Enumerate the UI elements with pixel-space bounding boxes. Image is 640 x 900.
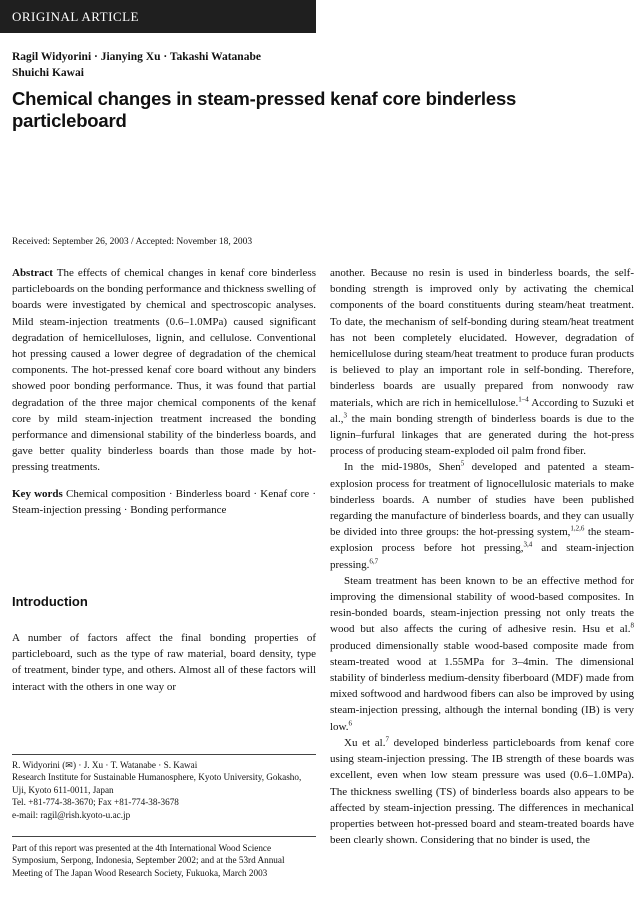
left-column bbox=[12, 265, 316, 518]
affiliation-institute: Research Institute for Sustainable Humanosphere, Kyoto University, Gokasho, Uji, Kyoto 611-0011, Japan bbox=[12, 772, 302, 795]
body-paragraph-2: In the mid-1980s, Shen$^5$ developed and patented a steam-explosion process for treatment of lignocellulosic materials to make binderless boards. A number of studies have been published regarding the manufacture of binderless boards, and they can usually be divided into three groups: the hot-pressing system,$^{1,2,6}$ the steam-explosion process before hot pressing,$^{3,4}$ and steam-injection pressing.$^{6,7}$ bbox=[330, 459, 634, 571]
article-type-banner bbox=[0, 0, 316, 33]
author-affiliation bbox=[12, 759, 316, 821]
abstract bbox=[12, 265, 316, 476]
abstract-text: The effects of chemical changes in kenaf core binderless particleboards on the bonding performance and thickness swelling of boards were investigated by chemical and spectroscopic analyses. Mild steam-injection treatments (0.6–1.0MPa) caused significant degradation of hemicelluloses, lignin, and cellulose. Conventional hot pressing caused a lower degree of degradation of the chemical components. The hot-pressed kenaf core board without any binders showed poor bonding performance. Thus, it was found that partial degradation of the three major chemical components of the kenaf core by mild steam-injection treatment increased the bonding performance and dimensional stability of the binderless boards, and gave better quality binderless boards than those made by hot-pressing treatments. bbox=[12, 267, 316, 474]
affiliation-divider bbox=[12, 754, 316, 755]
received-dates: Received: September 26, 2003 / Accepted: November 18, 2003 bbox=[12, 237, 253, 247]
article-type-label: ORIGINAL ARTICLE bbox=[12, 8, 139, 24]
introduction-text: A number of factors affect the final bonding properties of particleboard, such as the type of raw material, board density, type of treatment, binder type, and others. Almost all of these factors will interact with the others in one way or bbox=[12, 632, 316, 693]
body-paragraph-1: another. Because no resin is used in binderless boards, the self-bonding strength is improved only by activating the chemical components of the board constituents during steam/heat treatment. To date, the mechanism of self-bonding during steam/heat treatment has not been completely elucidated. However, degradation of hemicellulose during steam/heat treatment to produce furan products is believed to play an important role in self-bonding. Therefore, binderless boards are usually prepared from nonwoody raw materials, which are rich in hemicellulose.$^{1-4}$ According to Suzuki et al.,$^3$ the main bonding strength of binderless boards is due to the lignin–furfural linkages that are generated during the hot-press process of producing steam-exploded oil palm frond fiber. bbox=[330, 267, 635, 458]
keywords-text: Chemical composition · Binderless board · Kenaf core · Steam-injection pressing · Bonding performance bbox=[12, 487, 317, 516]
right-column bbox=[330, 265, 634, 848]
article-title: Chemical changes in steam-pressed kenaf core binderless particleboard bbox=[12, 88, 517, 131]
introduction-heading: Introduction bbox=[12, 594, 88, 609]
keywords-label: Key words bbox=[12, 487, 63, 500]
footnote-divider bbox=[12, 836, 316, 837]
author-list bbox=[12, 49, 612, 81]
body-paragraph-4: Xu et al.$^7$ developed binderless particleboards from kenaf core using steam-injection pressing. The IB strength of these boards was excellent, even when low steam pressure was used (0.6–1.0MPa). The thickness swelling (TS) of binderless boards also appears to be affected by steam-injection pressing. The differences in mechanical properties between hot-pressed board and steam-treated boards have been clearly shown. Considering that no binder is used, the bbox=[330, 735, 634, 847]
affiliation-names: R. Widyorini (✉) · J. Xu · T. Watanabe · S. Kawai bbox=[12, 760, 198, 770]
abstract-label: Abstract bbox=[12, 267, 53, 279]
keywords bbox=[12, 486, 316, 518]
affiliation-email: e-mail: ragil@rish.kyoto-u.ac.jp bbox=[12, 809, 131, 820]
footnote-text: Part of this report was presented at the 4th International Wood Science Symposium, Serpong, Indonesia, September 2002; and at the 53rd Annual Meeting of The Japan Wood Research Society, Fukuoka, March 2003 bbox=[12, 843, 285, 878]
affiliation-phone: Tel. +81-774-38-3670; Fax +81-774-38-3678 bbox=[12, 797, 179, 808]
body-paragraph-3: Steam treatment has been known to be an effective method for improving the dimensional stability of wood-based composites. In resin-bonded boards, steam-injection pressing not only treats the wood but also affects the curing of adhesive resin. Hsu et al.$^8$ produced dimensionally stable wood-based composite made from steam-treated wood at 1.55MPa for 3–4min. The dimensional stability of binderless medium-density fiberboard (MDF) made from mixed softwood and hardwood fibers can also be improved by using steam-injection pressing, although the internal bonding (IB) is very low.$^6$ bbox=[330, 574, 634, 733]
presentation-footnote bbox=[12, 842, 316, 879]
author-line-1: Ragil Widyorini · Jianying Xu · Takashi Watanabe bbox=[12, 51, 261, 63]
author-line-2: Shuichi Kawai bbox=[12, 67, 84, 79]
